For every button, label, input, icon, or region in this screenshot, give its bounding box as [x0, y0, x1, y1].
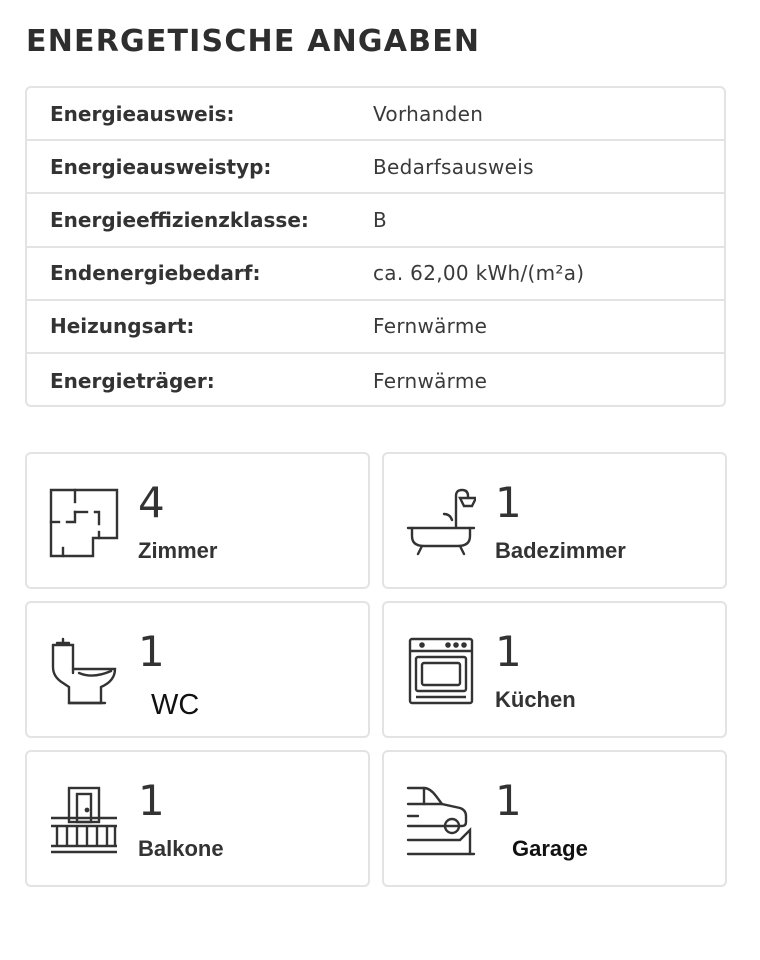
feature-label: WC	[151, 689, 200, 721]
feature-label: Zimmer	[138, 538, 218, 563]
feature-label: Badezimmer	[495, 538, 626, 563]
energy-row	[27, 354, 724, 407]
energy-value: Fernwärme	[373, 368, 488, 393]
stove-icon	[406, 637, 476, 707]
garage-icon	[406, 786, 476, 856]
feature-card-garage	[382, 750, 727, 887]
feature-count: 1	[138, 627, 165, 676]
energy-row	[27, 248, 724, 301]
toilet-icon	[49, 637, 119, 707]
feature-count: 1	[495, 478, 522, 527]
bathtub-icon	[406, 488, 476, 558]
feature-card-balkone	[25, 750, 370, 887]
energy-label: Energieeffizienzklasse:	[50, 207, 309, 232]
feature-count: 1	[495, 776, 522, 825]
energy-value: Vorhanden	[373, 101, 484, 126]
energy-value: Fernwärme	[373, 314, 488, 339]
section-title: ENERGETISCHE ANGABEN	[26, 24, 481, 59]
feature-count: 1	[495, 627, 522, 676]
energy-label: Heizungsart:	[50, 314, 195, 339]
energy-row	[27, 88, 724, 141]
energy-value: Bedarfsausweis	[373, 154, 534, 179]
energy-row	[27, 141, 724, 194]
energy-row	[27, 194, 724, 247]
feature-label: Balkone	[138, 836, 224, 861]
floorplan-icon	[49, 488, 119, 558]
feature-card-zimmer	[25, 452, 370, 589]
feature-label: Küchen	[495, 687, 576, 712]
energy-value: B	[373, 207, 388, 232]
energy-label: Energieausweistyp:	[50, 154, 272, 179]
energy-label: Endenergiebedarf:	[50, 261, 261, 286]
feature-card-kuechen	[382, 601, 727, 738]
energy-label: Energieträger:	[50, 368, 215, 393]
feature-count: 1	[138, 776, 165, 825]
feature-label: Garage	[512, 836, 588, 861]
feature-count: 4	[138, 478, 165, 527]
feature-card-wc	[25, 601, 370, 738]
energy-label: Energieausweis:	[50, 101, 235, 126]
energy-table	[25, 86, 726, 407]
energy-row	[27, 301, 724, 354]
balcony-icon	[49, 786, 119, 856]
feature-card-badezimmer	[382, 452, 727, 589]
energy-value: ca. 62,00 kWh/(m²a)	[373, 261, 585, 286]
